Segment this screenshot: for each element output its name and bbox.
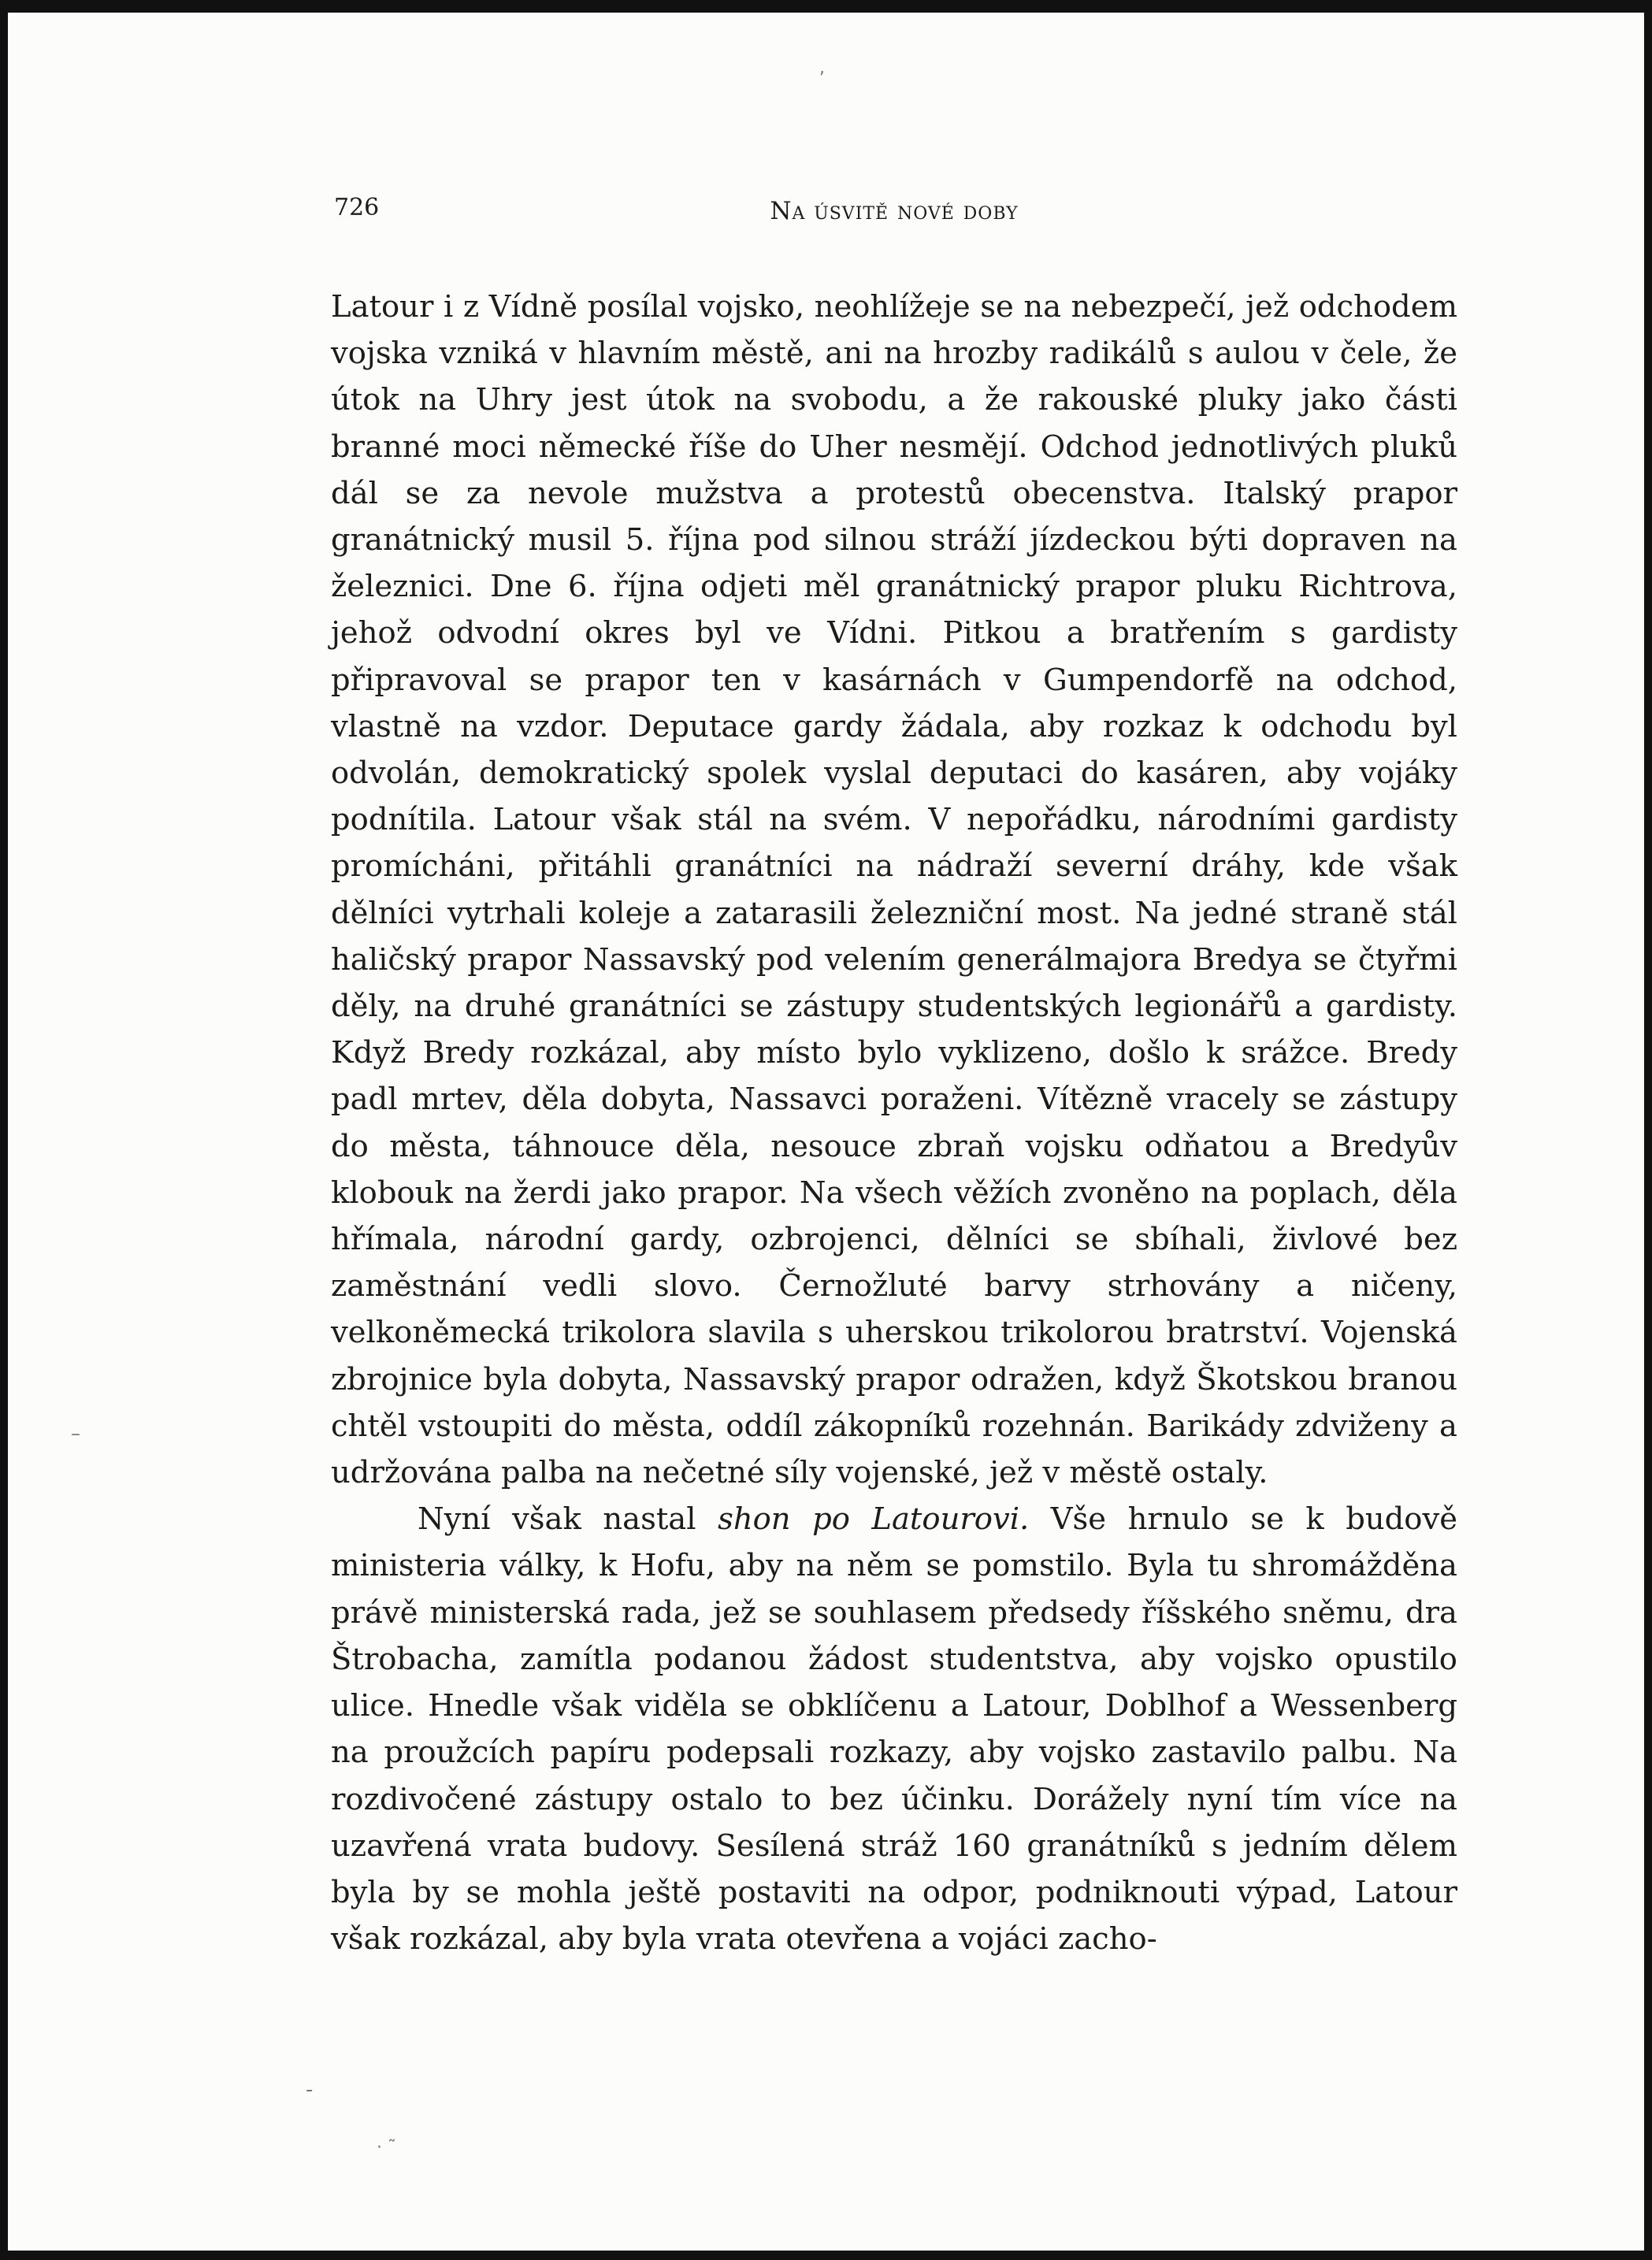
paragraph-text: Vše hrnulo se k budově ministeria války, k Hofu, aby na něm se pomstilo. Byla tu shromážděna právě ministerská rada, jež se souhlasem předsedy říšského sněmu, dra Štrobacha, zamítla podanou žádost studentstva, aby vojsko opustilo ulice. Hnedle však viděla se obklíčenu a Latour, Doblhof a Wessenberg na proužcích papíru podepsali rozkazy, aby vojsko zastavilo palbu. Na rozdivočené zástupy ostalo to bez účinku. Dorážely nyní tím více na uzavřená vrata budovy. Sesílená stráž 160 granátníků s jedním dělem byla by se mohla ještě postaviti na odpor, podniknouti výpad, Latour však rozkázal, aby byla vrata otevřena a vojáci zacho-	[331, 1501, 1457, 1958]
paragraph-lead: Nyní však nastal	[418, 1501, 718, 1538]
running-header	[331, 186, 1457, 233]
speck-mark: ,	[819, 58, 825, 78]
speck-mark: · ˜	[377, 2138, 396, 2158]
paragraph: Latour i z Vídně posílal vojsko, neohlížeje se na nebezpečí, jež odchodem vojska vzniká v hlavním městě, ani na hrozby radikálů s aulou v čele, že útok na Uhry jest útok na svobodu, a že rakouské pluky jako části branné moci německé říše do Uher nesmějí. Odchod jednotlivých pluků dál se za nevole mužstva a protestů obecenstva. Italský prapor granátnický musil 5. října pod silnou stráží jízdeckou býti dopraven na železnici. Dne 6. října odjeti měl granátnický prapor pluku Richtrova, jehož odvodní okres byl ve Vídni. Pitkou a bratřením s gardisty připravoval se prapor ten v kasárnách v Gumpendorfě na odchod, vlastně na vzdor. Deputace gardy žádala, aby rozkaz k odchodu byl odvolán, demokratický spolek vyslal deputaci do kasáren, aby vojáky podnítila. Latour však stál na svém. V nepořádku, národními gardisty promícháni, přitáhli granátníci na nádraží severní dráhy, kde však dělníci vytrhali koleje a zatarasili železniční most. Na jedné straně stál haličský prapor Nassavský pod velením generálmajora Bredya se čtyřmi děly, na druhé granátníci se zástupy studentských legionářů a gardisty. Když Bredy rozkázal, aby místo bylo vyklizeno, došlo k srážce. Bredy padl mrtev, děla dobyta, Nassavci poraženi. Vítězně vracely se zástupy do města, táhnouce děla, nesouce zbraň vojsku odňatou a Bredyův klobouk na žerdi jako prapor. Na všech věžích zvoněno na poplach, děla hřímala, národní gardy, ozbrojenci, dělníci se sbíhali, živlové bez zaměstnání vedli slovo. Černožluté barvy strhovány a ničeny, velkoněmecká trikolora slavila s uherskou trikolorou bratrství. Vojenská zbrojnice byla dobyta, Nassavský prapor odražen, když Škotskou branou chtěl vstoupiti do města, oddíl zákopníků rozehnán. Barikády zdviženy a udržována palba na nečetné síly vojenské, jež v městě ostaly.	[331, 289, 1457, 1491]
emphasis: shon po Latourovi.	[718, 1501, 1030, 1538]
paragraph	[331, 1496, 1457, 1962]
running-title: Na úsvitě nové doby	[770, 197, 1019, 225]
margin-dash-mark: –	[71, 1423, 80, 1445]
page-number: 726	[334, 194, 380, 221]
page-content	[331, 186, 1457, 1962]
body-text	[331, 284, 1457, 1962]
speck-mark: -	[306, 2078, 314, 2102]
